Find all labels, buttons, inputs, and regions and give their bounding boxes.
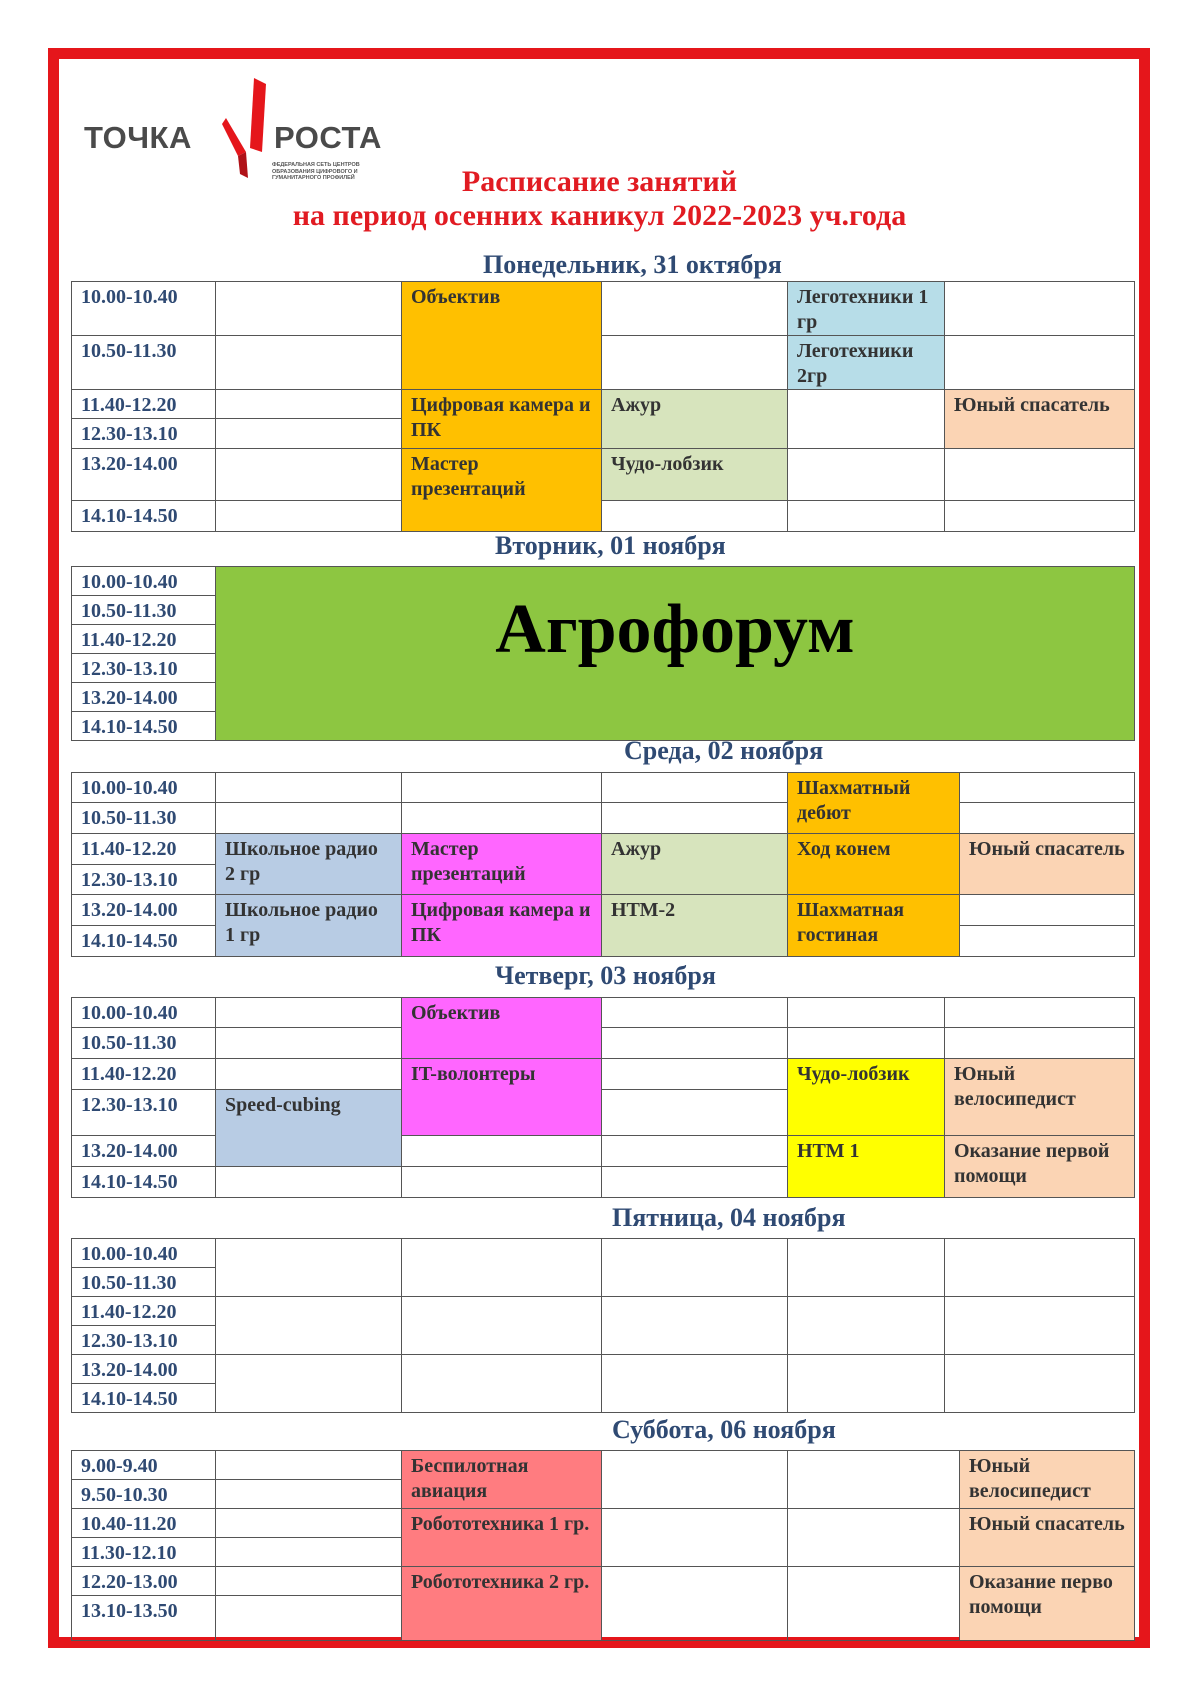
- activity-young-rescuer: Юный спасатель: [960, 1509, 1135, 1567]
- empty-cell: [216, 1509, 402, 1538]
- activity-drones: Беспилотная авиация: [402, 1451, 602, 1509]
- empty-cell: [216, 998, 402, 1028]
- empty-cell: [216, 1567, 402, 1596]
- event-agroforum: Агрофорум: [216, 567, 1135, 741]
- empty-cell: [216, 773, 402, 803]
- empty-cell: [216, 390, 402, 419]
- empty-cell: [216, 1538, 402, 1567]
- empty-cell: [945, 1239, 1135, 1297]
- activity-legotech-2: Леготехники 2гр: [788, 336, 945, 390]
- empty-cell: [216, 1167, 402, 1198]
- time-slot: 14.10-14.50: [72, 501, 216, 532]
- empty-cell: [602, 998, 788, 1028]
- time-slot: 14.10-14.50: [72, 1384, 216, 1413]
- time-slot: 13.20-14.00: [72, 683, 216, 712]
- empty-cell: [960, 895, 1135, 926]
- empty-cell: [602, 1059, 788, 1090]
- activity-it-volunteers: IT-волонтеры: [402, 1059, 602, 1136]
- activity-young-cyclist: Юный велосипедист: [945, 1059, 1135, 1136]
- activity-chess-lounge: Шахматная гостиная: [788, 895, 960, 957]
- logo-left-text: ТОЧКА: [84, 120, 192, 155]
- empty-cell: [216, 449, 402, 501]
- time-slot: 10.00-10.40: [72, 1239, 216, 1268]
- time-slot: 11.40-12.20: [72, 390, 216, 419]
- empty-cell: [788, 1028, 945, 1059]
- monday-table: [71, 281, 1135, 532]
- empty-cell: [788, 501, 945, 532]
- empty-cell: [216, 1059, 402, 1090]
- empty-cell: [960, 803, 1135, 834]
- time-slot: 12.30-13.10: [72, 865, 216, 895]
- title-line-2: на период осенних каникул 2022-2023 уч.года: [292, 199, 907, 232]
- activity-camera-pc: Цифровая камера и ПК: [402, 895, 602, 957]
- empty-cell: [216, 1480, 402, 1509]
- time-slot: 12.30-13.10: [72, 654, 216, 683]
- empty-cell: [402, 1355, 602, 1413]
- empty-cell: [602, 501, 788, 532]
- logo-emblem-icon: [216, 78, 272, 178]
- empty-cell: [216, 1297, 402, 1355]
- empty-cell: [945, 1355, 1135, 1413]
- empty-cell: [788, 1567, 960, 1641]
- activity-young-rescuer: Юный спасатель: [960, 834, 1135, 895]
- time-slot: 13.20-14.00: [72, 1355, 216, 1384]
- time-slot: 14.10-14.50: [72, 1167, 216, 1198]
- empty-cell: [216, 282, 402, 336]
- time-slot: 12.30-13.10: [72, 1090, 216, 1136]
- empty-cell: [216, 1028, 402, 1059]
- empty-cell: [788, 1297, 945, 1355]
- tuesday-table: [71, 566, 1135, 741]
- empty-cell: [602, 803, 788, 834]
- friday-table: [71, 1238, 1135, 1413]
- empty-cell: [788, 1509, 960, 1567]
- friday-heading: Пятница, 04 ноября: [612, 1203, 846, 1232]
- activity-master-presentations: Мастер презентаций: [402, 449, 602, 532]
- time-slot: 10.00-10.40: [72, 567, 216, 596]
- empty-cell: [960, 926, 1135, 957]
- empty-cell: [788, 1355, 945, 1413]
- empty-cell: [788, 1451, 960, 1509]
- time-slot: 10.50-11.30: [72, 803, 216, 834]
- empty-cell: [402, 1136, 602, 1167]
- activity-robotics-2: Робототехника 2 гр.: [402, 1567, 602, 1641]
- activity-chess-debut: Шахматный дебют: [788, 773, 960, 834]
- activity-azhur: Ажур: [602, 390, 788, 449]
- time-slot: 13.20-14.00: [72, 449, 216, 501]
- time-slot: 11.40-12.20: [72, 1059, 216, 1090]
- time-slot: 13.10-13.50: [72, 1596, 216, 1641]
- activity-school-radio-1: Школьное радио 1 гр: [216, 895, 402, 957]
- empty-cell: [602, 773, 788, 803]
- time-slot: 12.30-13.10: [72, 419, 216, 449]
- empty-cell: [945, 501, 1135, 532]
- empty-cell: [945, 998, 1135, 1028]
- empty-cell: [216, 1596, 402, 1641]
- empty-cell: [945, 336, 1135, 390]
- time-slot: 14.10-14.50: [72, 926, 216, 957]
- empty-cell: [602, 1090, 788, 1136]
- wednesday-table: [71, 772, 1135, 957]
- activity-knight-move: Ход конем: [788, 834, 960, 895]
- title-line-1: Расписание занятий: [461, 165, 738, 198]
- activity-camera-pc: Цифровая камера и ПК: [402, 390, 602, 449]
- empty-cell: [602, 1355, 788, 1413]
- activity-first-aid: Оказание первой помощи: [945, 1136, 1135, 1198]
- empty-cell: [216, 419, 402, 449]
- monday-heading: Понедельник, 31 октября: [483, 250, 782, 279]
- empty-cell: [788, 390, 945, 449]
- empty-cell: [602, 282, 788, 336]
- time-slot: 10.40-11.20: [72, 1509, 216, 1538]
- time-slot: 9.00-9.40: [72, 1451, 216, 1480]
- time-slot: 11.40-12.20: [72, 625, 216, 654]
- activity-first-aid: Оказание перво помощи: [960, 1567, 1135, 1641]
- empty-cell: [602, 1028, 788, 1059]
- time-slot: 13.20-14.00: [72, 895, 216, 926]
- empty-cell: [602, 1567, 788, 1641]
- time-slot: 9.50-10.30: [72, 1480, 216, 1509]
- activity-school-radio-2: Школьное радио 2 гр: [216, 834, 402, 895]
- empty-cell: [216, 336, 402, 390]
- empty-cell: [788, 998, 945, 1028]
- empty-cell: [960, 773, 1135, 803]
- empty-cell: [602, 1167, 788, 1198]
- time-slot: 10.50-11.30: [72, 1268, 216, 1297]
- empty-cell: [602, 1451, 788, 1509]
- empty-cell: [945, 1028, 1135, 1059]
- wednesday-heading: Среда, 02 ноября: [624, 736, 824, 765]
- empty-cell: [602, 1297, 788, 1355]
- tuesday-heading: Вторник, 01 ноября: [495, 531, 726, 560]
- time-slot: 13.20-14.00: [72, 1136, 216, 1167]
- time-slot: 10.00-10.40: [72, 998, 216, 1028]
- empty-cell: [945, 1297, 1135, 1355]
- empty-cell: [602, 1239, 788, 1297]
- empty-cell: [602, 1136, 788, 1167]
- empty-cell: [216, 1451, 402, 1480]
- saturday-table: [71, 1450, 1135, 1641]
- activity-legotech-1: Леготехники 1 гр: [788, 282, 945, 336]
- empty-cell: [945, 282, 1135, 336]
- activity-master-presentations: Мастер презентаций: [402, 834, 602, 895]
- activity-chudo-lobzik: Чудо-лобзик: [788, 1059, 945, 1136]
- time-slot: 14.10-14.50: [72, 712, 216, 741]
- empty-cell: [602, 1509, 788, 1567]
- empty-cell: [216, 1239, 402, 1297]
- time-slot: 11.40-12.20: [72, 834, 216, 865]
- saturday-heading: Суббота, 06 ноября: [612, 1415, 836, 1444]
- empty-cell: [402, 1167, 602, 1198]
- activity-objektiv: Объектив: [402, 282, 602, 390]
- logo-right-text: РОСТА: [274, 120, 382, 155]
- activity-azhur: Ажур: [602, 834, 788, 895]
- time-slot: 10.00-10.40: [72, 773, 216, 803]
- activity-objektiv: Объектив: [402, 998, 602, 1059]
- time-slot: 11.30-12.10: [72, 1538, 216, 1567]
- empty-cell: [216, 1355, 402, 1413]
- activity-htm-1: НТМ 1: [788, 1136, 945, 1198]
- activity-young-rescuer: Юный спасатель: [945, 390, 1135, 449]
- logo-subtitle: ФЕДЕРАЛЬНАЯ СЕТЬ ЦЕНТРОВ ОБРАЗОВАНИЯ ЦИФРОВОГО И ГУМАНИТАРНОГО ПРОФИЛЕЙ: [272, 162, 360, 181]
- empty-cell: [216, 803, 402, 834]
- empty-cell: [216, 501, 402, 532]
- empty-cell: [402, 803, 602, 834]
- activity-young-cyclist: Юный велосипедист: [960, 1451, 1135, 1509]
- activity-htm-2: НТМ-2: [602, 895, 788, 957]
- time-slot: 12.30-13.10: [72, 1326, 216, 1355]
- empty-cell: [402, 1239, 602, 1297]
- time-slot: 10.50-11.30: [72, 336, 216, 390]
- time-slot: 11.40-12.20: [72, 1297, 216, 1326]
- empty-cell: [788, 1239, 945, 1297]
- time-slot: 10.00-10.40: [72, 282, 216, 336]
- empty-cell: [402, 773, 602, 803]
- time-slot: 12.20-13.00: [72, 1567, 216, 1596]
- thursday-heading: Четверг, 03 ноября: [495, 961, 716, 990]
- thursday-table: [71, 997, 1135, 1198]
- empty-cell: [602, 336, 788, 390]
- time-slot: 10.50-11.30: [72, 1028, 216, 1059]
- time-slot: 10.50-11.30: [72, 596, 216, 625]
- activity-robotics-1: Робототехника 1 гр.: [402, 1509, 602, 1567]
- empty-cell: [788, 449, 945, 501]
- activity-speed-cubing: Speed-cubing: [216, 1090, 402, 1167]
- activity-chudo-lobzik: Чудо-лобзик: [602, 449, 788, 501]
- empty-cell: [945, 449, 1135, 501]
- empty-cell: [402, 1297, 602, 1355]
